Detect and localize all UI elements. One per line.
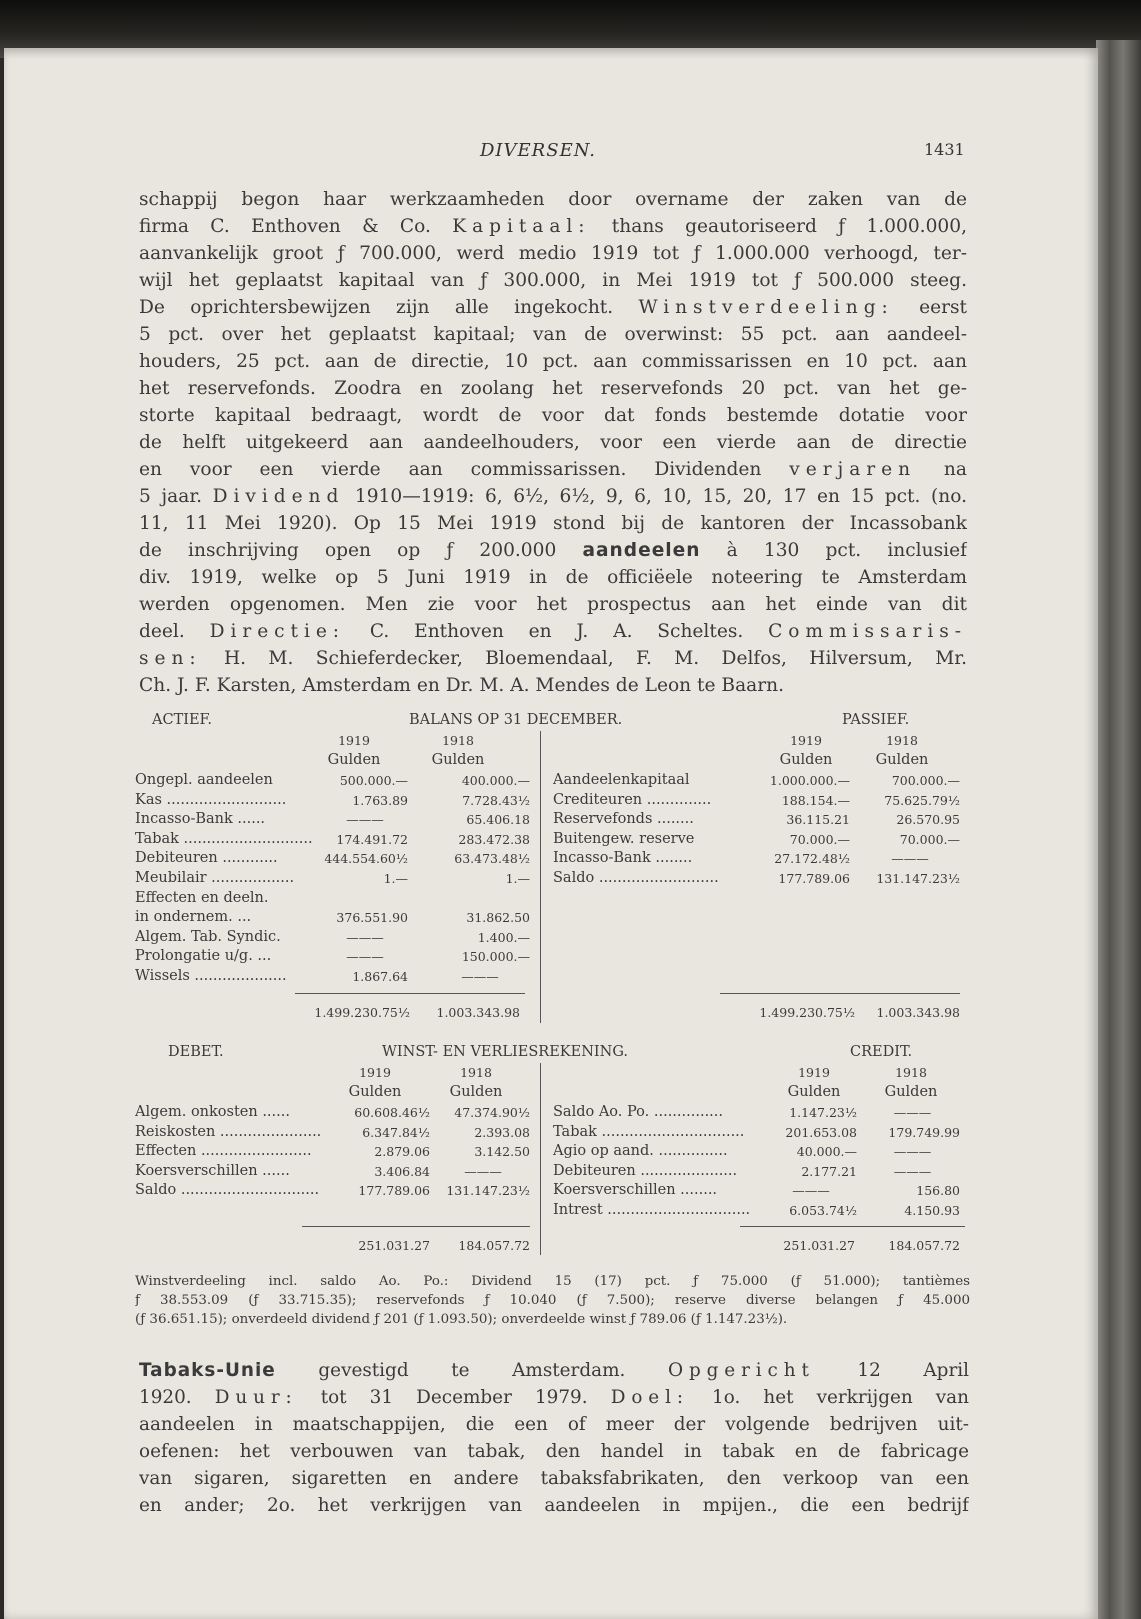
- actief-value-1919: ———: [346, 929, 384, 945]
- passief-label: Crediteuren ..............: [553, 791, 712, 808]
- passief-value-1918: 700.000.—: [891, 773, 960, 788]
- actief-total-1918: 1.003.343.98: [436, 1005, 520, 1020]
- debet-value-1918: ———: [464, 1163, 502, 1179]
- passief-value-1919: 27.172.48½: [774, 851, 850, 867]
- credit-label: Agio op aand. ...............: [553, 1143, 728, 1160]
- tabaks-unie-paragraph: [139, 1357, 969, 1519]
- bold-keyword: aandeelen: [582, 540, 701, 561]
- passief-label: Reservefonds ........: [553, 811, 694, 828]
- balance-right-title: PASSIEF.: [842, 712, 910, 728]
- credit-value-1918: 179.749.99: [888, 1124, 960, 1140]
- book-spine-edge: [1096, 40, 1141, 1619]
- credit-total-rule: [740, 1226, 965, 1227]
- passief-label: Incasso-Bank ........: [553, 850, 693, 867]
- actief-unit-1918: Gulden: [431, 752, 485, 768]
- debet-value-1918: 2.393.08: [474, 1124, 530, 1140]
- passief-value-1919: 177.789.06: [778, 871, 850, 886]
- actief-value-1918: 283.472.38: [458, 831, 530, 847]
- text-line: ƒ 38.553.09 (ƒ 33.715.35); reservefonds ƒ 10.040 (ƒ 7.500); reserve diverse belangen ƒ 45.000: [135, 1293, 970, 1308]
- text-line: de helft uitgekeerd aan aandeelhouders, voor een vierde aan de directie: [139, 432, 967, 453]
- intro-paragraph: [139, 186, 967, 699]
- text-line: schappij begon haar werkzaamheden door overname der zaken van de: [139, 189, 967, 210]
- debet-label: Saldo ..............................: [135, 1182, 320, 1199]
- actief-year-1918: 1918: [442, 733, 474, 748]
- passief-label: Buitengew. reserve: [553, 830, 695, 847]
- spaced-emphasis: Directie:: [209, 621, 346, 642]
- passief-value-1918: 131.147.23½: [876, 871, 960, 886]
- credit-label: Saldo Ao. Po. ...............: [553, 1104, 723, 1120]
- credit-total-1918: 184.057.72: [888, 1238, 960, 1253]
- debet-value-1919: 3.406.84: [374, 1163, 430, 1179]
- actief-total-1919: 1.499.230.75½: [314, 1005, 410, 1020]
- passief-total-1919: 1.499.230.75½: [759, 1005, 855, 1020]
- winst-right-title: CREDIT.: [850, 1044, 913, 1060]
- text-line: storte kapitaal bedraagt, wordt de voor dat fonds bestemde dotatie voor: [139, 405, 967, 426]
- actief-value-1918: 31.862.50: [466, 910, 530, 926]
- actief-total-rule: [295, 993, 525, 994]
- credit-label: Tabak ...............................: [553, 1123, 745, 1140]
- passief-value-1918: ———: [891, 851, 929, 867]
- debet-total-1919: 251.031.27: [358, 1238, 430, 1253]
- passief-year-1919: 1919: [790, 733, 822, 748]
- passief-value-1919: 36.115.21: [786, 812, 850, 828]
- passief-label: Saldo ..........................: [553, 870, 719, 886]
- winst-left-title: DEBET.: [168, 1044, 224, 1060]
- debet-value-1919: 177.789.06: [358, 1183, 430, 1199]
- spaced-emphasis: Kapitaal:: [452, 216, 591, 237]
- text-line: en ander; 2o. het verkrijgen van aandeelen in mpijen., die een bedrijf: [139, 1495, 969, 1516]
- text-line: 5 pct. over het geplaatst kapitaal; van de overwinst: 55 pct. aan aandeel-: [139, 324, 967, 345]
- actief-label: Kas ..........................: [135, 791, 287, 808]
- text-line: Tabaks-Unie gevestigd te Amsterdam. Opgericht 12 April: [139, 1360, 969, 1381]
- actief-label: Effecten en deeln.: [135, 889, 269, 906]
- credit-year-1919: 1919: [798, 1065, 830, 1080]
- text-line: 5 jaar. Dividend 1910—1919: 6, 6½, 6½, 9, 6, 10, 15, 20, 17 en 15 pct. (no.: [139, 486, 967, 507]
- passief-unit-1918: Gulden: [875, 752, 929, 768]
- credit-value-1919: 6.053.74½: [789, 1203, 857, 1218]
- debet-label: Koersverschillen ......: [135, 1162, 290, 1179]
- passief-value-1918: 26.570.95: [896, 812, 960, 828]
- actief-label: Prolongatie u/g. ...: [135, 948, 272, 965]
- actief-value-1919: 444.554.60½: [324, 851, 408, 867]
- actief-value-1919: 1.867.64: [352, 969, 408, 984]
- actief-label: Wissels ....................: [135, 968, 287, 984]
- debet-label: Effecten ........................: [135, 1143, 312, 1160]
- actief-label: Debiteuren ............: [135, 850, 278, 867]
- actief-unit-1919: Gulden: [327, 752, 381, 768]
- actief-value-1918: 150.000.—: [461, 949, 530, 965]
- spaced-emphasis: Dividend: [212, 486, 345, 507]
- actief-value-1919: ———: [346, 812, 384, 828]
- spaced-emphasis: Opgericht: [668, 1360, 815, 1381]
- text-line: de inschrijving open op ƒ 200.000 aandeelen à 130 pct. inclusief: [139, 540, 967, 561]
- passief-label: Aandeelenkapitaal: [553, 772, 690, 788]
- passief-value-1918: 70.000.—: [899, 831, 960, 847]
- passief-unit-1919: Gulden: [779, 752, 833, 768]
- spaced-emphasis: Commissaris-: [768, 621, 967, 642]
- spaced-emphasis: Duur:: [214, 1387, 298, 1408]
- actief-value-1919: 1.763.89: [352, 792, 408, 808]
- debet-unit-1918: Gulden: [449, 1084, 503, 1100]
- actief-value-1918: 1.400.—: [477, 929, 530, 945]
- text-line: 11, 11 Mei 1920). Op 15 Mei 1919 stond bij de kantoren der Incassobank: [139, 513, 967, 534]
- text-line: (ƒ 36.651.15); onverdeeld dividend ƒ 201 (ƒ 1.093.50); onverdeelde winst ƒ 789.06 (ƒ 1.147.23½).: [135, 1312, 788, 1327]
- debet-year-1919: 1919: [359, 1065, 391, 1080]
- text-line: van sigaren, sigaretten en andere tabaksfabrikaten, den verkoop van een: [139, 1468, 969, 1489]
- debet-value-1919: 6.347.84½: [362, 1124, 430, 1140]
- spaced-emphasis: Winstverdeeling:: [638, 297, 894, 318]
- credit-value-1918: ———: [893, 1163, 932, 1179]
- actief-value-1918: 1.—: [505, 871, 530, 886]
- balance-center-title: BALANS OP 31 DECEMBER.: [409, 712, 623, 728]
- debet-total-rule: [302, 1226, 530, 1227]
- text-line: werden opgenomen. Men zie voor het prospectus aan het einde van dit: [139, 594, 967, 615]
- actief-value-1918: 7.728.43½: [462, 792, 530, 808]
- actief-value-1918: 65.406.18: [466, 812, 530, 828]
- credit-value-1919: 40.000.—: [796, 1144, 857, 1160]
- passief-value-1919: 70.000.—: [789, 831, 850, 847]
- text-line: het reservefonds. Zoodra en zoolang het reservefonds 20 pct. van het ge-: [139, 378, 967, 399]
- spaced-emphasis: Doel:: [610, 1387, 689, 1408]
- credit-total-1919: 251.031.27: [783, 1238, 855, 1253]
- text-line: en voor een vierde aan commissarissen. Dividenden verjaren na: [139, 459, 967, 480]
- debet-total-1918: 184.057.72: [458, 1238, 530, 1253]
- actief-value-1919: 1.—: [383, 871, 408, 886]
- spaced-emphasis: sen:: [139, 648, 202, 669]
- actief-value-1919: 376.551.90: [336, 910, 408, 926]
- passief-value-1918: 75.625.79½: [884, 792, 960, 808]
- credit-year-1918: 1918: [895, 1065, 927, 1080]
- debet-label: Reiskosten ......................: [135, 1123, 322, 1140]
- debet-value-1918: 47.374.90½: [454, 1105, 530, 1120]
- balance-divider: [540, 731, 541, 1023]
- running-title: DIVERSEN.: [480, 140, 597, 161]
- text-line: Winstverdeeling incl. saldo Ao. Po.: Dividend 15 (17) pct. ƒ 75.000 (ƒ 51.000); tantièmes: [135, 1274, 970, 1289]
- text-line: houders, 25 pct. aan de directie, 10 pct. aan commissarissen en 10 pct. aan: [139, 351, 967, 372]
- text-line: deel. Directie: C. Enthoven en J. A. Scheltes. Commissaris-: [139, 621, 967, 642]
- debet-value-1918: 3.142.50: [474, 1144, 530, 1160]
- credit-value-1918: 4.150.93: [904, 1203, 960, 1218]
- text-line: aanvankelijk groot ƒ 700.000, werd medio 1919 tot ƒ 1.000.000 verhoogd, ter-: [139, 243, 967, 264]
- bold-keyword: Tabaks-Unie: [139, 1360, 276, 1381]
- winst-center-title: WINST- EN VERLIESREKENING.: [382, 1044, 628, 1060]
- actief-value-1918: 63.473.48½: [454, 851, 530, 867]
- actief-value-1919: 174.491.72: [336, 831, 408, 847]
- debet-value-1919: 2.879.06: [374, 1144, 430, 1160]
- actief-label: Tabak ............................: [135, 830, 313, 847]
- credit-unit-1919: Gulden: [787, 1084, 841, 1100]
- text-line: firma C. Enthoven & Co. Kapitaal: thans geautoriseerd ƒ 1.000.000,: [139, 216, 967, 237]
- text-line: div. 1919, welke op 5 Juni 1919 in de officiëele noteering te Amsterdam: [139, 567, 967, 588]
- passief-year-1918: 1918: [886, 733, 918, 748]
- debet-year-1918: 1918: [460, 1065, 492, 1080]
- credit-label: Debiteuren .....................: [553, 1162, 738, 1179]
- credit-unit-1918: Gulden: [884, 1084, 938, 1100]
- actief-year-1919: 1919: [338, 733, 370, 748]
- credit-value-1918: ———: [893, 1105, 932, 1120]
- actief-value-1919: 500.000.—: [339, 773, 408, 788]
- passief-total-1918: 1.003.343.98: [876, 1005, 960, 1020]
- actief-label: Ongepl. aandeelen: [135, 772, 273, 788]
- debet-label: Algem. onkosten ......: [135, 1104, 290, 1120]
- credit-label: Koersverschillen ........: [553, 1182, 718, 1199]
- text-line: De oprichtersbewijzen zijn alle ingekocht. Winstverdeeling: eerst: [139, 297, 967, 318]
- page-number: 1431: [924, 140, 965, 159]
- credit-value-1919: 1.147.23½: [789, 1105, 857, 1120]
- actief-value-1919: ———: [346, 949, 384, 965]
- credit-value-1919: 201.653.08: [785, 1124, 857, 1140]
- actief-label: Meubilair ..................: [135, 870, 295, 886]
- text-line: aandeelen in maatschappijen, die een of meer der volgende bedrijven uit-: [139, 1414, 969, 1435]
- credit-value-1918: 156.80: [916, 1183, 960, 1199]
- spaced-emphasis: verjaren: [789, 459, 917, 480]
- winst-divider: [540, 1063, 541, 1255]
- actief-label: in ondernem. ...: [135, 909, 252, 926]
- debet-value-1918: 131.147.23½: [446, 1183, 530, 1199]
- passief-value-1919: 1.000.000.—: [769, 773, 850, 788]
- debet-value-1919: 60.608.46½: [354, 1105, 430, 1120]
- profit-distribution-note: [135, 1272, 970, 1329]
- actief-value-1918: ———: [461, 969, 499, 984]
- text-line: Ch. J. F. Karsten, Amsterdam en Dr. M. A. Mendes de Leon te Baarn.: [139, 675, 785, 696]
- balance-left-title: ACTIEF.: [152, 712, 212, 728]
- text-line: oefenen: het verbouwen van tabak, den handel in tabak en de fabricage: [139, 1441, 969, 1462]
- credit-value-1919: 2.177.21: [801, 1163, 857, 1179]
- passief-total-rule: [720, 993, 960, 994]
- text-line: sen: H. M. Schieferdecker, Bloemendaal, F. M. Delfos, Hilversum, Mr.: [139, 648, 967, 669]
- credit-label: Intrest ...............................: [553, 1202, 751, 1218]
- text-line: 1920. Duur: tot 31 December 1979. Doel: 1o. het verkrijgen van: [139, 1387, 969, 1408]
- actief-value-1918: 400.000.—: [461, 773, 530, 788]
- passief-value-1919: 188.154.—: [781, 792, 850, 808]
- debet-unit-1919: Gulden: [348, 1084, 402, 1100]
- credit-value-1919: ———: [792, 1183, 830, 1199]
- actief-label: Incasso-Bank ......: [135, 811, 266, 828]
- credit-value-1918: ———: [893, 1144, 932, 1160]
- actief-label: Algem. Tab. Syndic.: [135, 928, 281, 945]
- text-line: wijl het geplaatst kapitaal van ƒ 300.000, in Mei 1919 tot ƒ 500.000 steeg.: [139, 270, 967, 291]
